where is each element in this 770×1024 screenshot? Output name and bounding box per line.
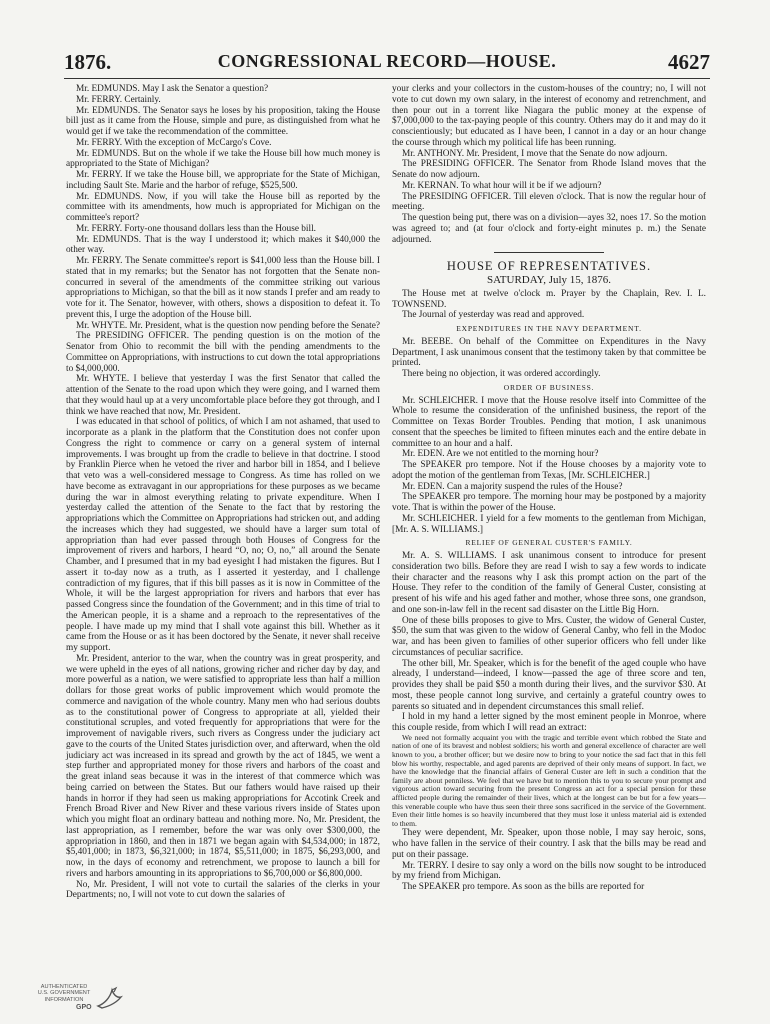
subhead-custer: RELIEF OF GENERAL CUSTER'S FAMILY. [465, 538, 633, 548]
right-column [392, 84, 706, 893]
paragraph: The PRESIDING OFFICER. Till eleven o'clock. That is now the regular hour of meeting. [392, 191, 706, 213]
paragraph: Mr. FERRY. With the exception of McCargo's Cove. [76, 137, 272, 148]
paragraph: Mr. WHYTE. I believe that yesterday I was the first Senator that called the attention of the Senate to the road upon which they were going, and I warned them that they would haul up at a very uncomfortable place before they got through, and I think we have reached that now, Mr. President. [66, 374, 380, 417]
paragraph: Mr. EDMUNDS. But on the whole if we take the House bill how much money is appropriated to the State of Michigan? [66, 148, 380, 170]
paragraph: Mr. EDMUNDS. May I ask the Senator a question? [76, 84, 269, 94]
paragraph: Mr. SCHLEICHER. I move that the House resolve itself into Committee of the Whole to resume the consideration of the unfinished business, the report of the Committee on Texas Border Troubles. Pending that motion, I ask unanimous consent that the speeches be limited to fifteen minutes each and the entire debate in committee to an hour and a half. [392, 395, 706, 449]
paragraph: Mr. FERRY. The Senate committee's report is $41,000 less than the House bill. I stated that in my remarks; but the Senator has not forgotten that the Senate non-concurred in several of the amendments of the committee striking out various appropriations to Michigan, so that the bill as it now stands I prefer and am ready to vote for it. The Senator, however, with others, shows a disposition to defeat it. To prevent this, I urge the adoption of the House bill. [66, 256, 380, 320]
gpo-authentication-logo [36, 984, 131, 1014]
paragraph: The PRESIDING OFFICER. The pending question is on the motion of the Senator from Ohio to recommit the bill with the pending amendments to the Committee on Appropriations, with instructions to cut down the total appropriations to $4,000,000. [66, 331, 380, 374]
paragraph: I hold in my hand a letter signed by the most eminent people in Monroe, where this couple reside, from which I will read an extract: [392, 712, 706, 733]
navy-proceedings [392, 337, 706, 380]
paragraph: The House met at twelve o'clock m. Prayer by the Chaplain, Rev. I. L. TOWNSEND. [392, 288, 706, 310]
paragraph: No, Mr. President, I will not vote to curtail the salaries of the clerks in your Departments; no, I will not vote to cut down the salaries of [66, 879, 380, 901]
paragraph: They were dependent, Mr. Speaker, upon those noble, I may say heroic, sons, who have fallen in the service of their country. I ask that the bills may be read and put on their passage. [392, 828, 706, 860]
subhead-navy: EXPENDITURES IN THE NAVY DEPARTMENT. [456, 324, 642, 333]
paragraph: One of these bills proposes to give to Mrs. Custer, the widow of General Custer, $50, the sum that was given to the widow of General Canby, who fell in the Modoc war, and has been given to families of other superior officers who fell under like circumstances of peculiar sacrifice. [392, 615, 706, 658]
session-date: SATURDAY, July 15, 1876. [486, 274, 612, 286]
paragraph: Mr. KERNAN. To what hour will it be if we adjourn? [402, 180, 602, 191]
logo-agency: GPO [76, 1004, 92, 1011]
paragraph: The question being put, there was on a division—ayes 32, noes 17. So the motion was agreed to; and (at four o'clock and forty-eight minutes p. m.) the Senate adjourned. [392, 213, 706, 245]
paragraph: The SPEAKER pro tempore. The morning hour may be postponed by a majority vote. That is within the power of the House. [392, 492, 706, 513]
eagle-icon [94, 984, 124, 1014]
paragraph: Mr. A. S. WILLIAMS. I ask unanimous consent to introduce for present consideration two bills. Before they are read I wish to say a few words to indicate their character and the reasons why I ask this prompt action on the part of the House. They refer to the condition of the family of General Custer, consisting at present of his wife and his aged father and mother, whose three sons, one grandson, and one son-in-law fell in the recent sad disaster on the Little Big Horn. [392, 551, 706, 615]
paragraph: Mr. FERRY. If we take the House bill, we appropriate for the State of Michigan, including Sault Ste. Marie and the harbor of refuge, $525,500. [66, 170, 380, 191]
closing-proceedings [392, 828, 706, 893]
header-year: 1876. [64, 50, 112, 74]
paragraph: Mr. FERRY. Certainly. [76, 94, 161, 105]
section-divider [494, 252, 604, 253]
paragraph: Mr. WHYTE. Mr. President, what is the question now pending before the Senate? [76, 320, 380, 331]
header-rule [64, 78, 710, 79]
header-title: CONGRESSIONAL RECORD—HOUSE. [217, 51, 557, 71]
paragraph: The other bill, Mr. Speaker, which is for the benefit of the aged couple who have already, I understand—indeed, I know—passed the age of three score and ten, provides they shall be paid $50 a month during their lives, and the survivor $30. At most, these people cannot long survive, and certainly a grateful country owes to parents so situated and in dependent circumstances this small relief. [392, 658, 706, 712]
paragraph: Mr. FERRY. Forty-one thousand dollars less than the House bill. [76, 223, 316, 234]
left-column [66, 84, 380, 901]
paragraph: The PRESIDING OFFICER. The Senator from Rhode Island moves that the Senate do now adjourn. [392, 159, 706, 180]
paragraph: Mr. SCHLEICHER. I yield for a few moments to the gentleman from Michigan, [Mr. A. S. WILLIAMS.] [392, 513, 706, 535]
opening-proceedings [392, 289, 706, 321]
paragraph: Mr. EDMUNDS. The Senator says he loses by his proposition, taking the House bill just as it came from the House, simple and pure, as distinguished from what he would get if we take the recommendation of the committee. [66, 105, 380, 137]
subhead-order: ORDER OF BUSINESS. [503, 382, 595, 392]
order-proceedings [392, 396, 706, 536]
paragraph: Mr. BEEBE. On behalf of the Committee on Expenditures in the Navy Department, I ask unanimous consent that the testimony taken by that committee be printed. [392, 336, 706, 369]
paragraph: Mr. EDMUNDS. Now, if you will take the House bill as reported by the committee with its amendments, how much is appropriated for Michigan on the committee's report? [66, 191, 380, 223]
paragraph: your clerks and your collectors in the custom-houses of the country; no, I will not vote to cut down my own salary, in the interest of economy and retrenchment, and then pour out in a torrent like Niagara the public money at the expense of $7,000,000 to the tax-paying people of this country. Others may do it and may do it conscientiously; but educated as I have been, I cannot in a day or an hour change the course through which my political life has been running. [392, 84, 706, 148]
paragraph: There being no objection, it was ordered accordingly. [402, 369, 601, 379]
paragraph: Mr. EDEN. Are we not entitled to the morning hour? [402, 449, 599, 460]
paragraph: I was educated in that school of politics, of which I am not ashamed, that used to incorporate as a plank in the platform that the Constitution does not confer upon Congress the right to commence or carry on a general system of internal improvements. I was brought up from the cradle to believe in that doctrine. I stood by Franklin Pierce when he vetoed the river and harbor bill in 1854, and I believe that veto was a well-considered message to Congress. As time has rolled on we have become as extravagant in our appropriations for these purposes as we became during the war in almost everything relating to private expenditure. When I yesterday called the attention of the Senate to the fact that by restoring the appropriations which the Committee on Appropriations had stricken out, and adding the increases which they had suggested, we should have a larger sum total of appropriation than had ever passed through both Houses of Congress for the improvement of rivers and harbors, I heard “O, no; O, no,” all around the Senate Chamber, and I presumed that in my bad eyesight I had mistaken the figures. But I assert it to-day now as a truth, as I asserted it yesterday, and I challenge contradiction of my figures, that if this bill passes as it is now in Committee of the Whole, it will be the largest appropriation for rivers and harbors that ever has passed Congress since the foundation of the Government; and in this time of trial to the American people, it is a shame and a reproach to the representatives of the people. I have made up my mind that I shall vote against this bill. Whether as it came from the House or as it has been doctored by the Senate, it never shall receive my support. [66, 417, 380, 653]
paragraph: Mr. EDEN. Can a majority suspend the rules of the House? [402, 481, 623, 492]
logo-line: U.S. GOVERNMENT [37, 990, 91, 997]
logo-line: INFORMATION [44, 996, 84, 1003]
letter-extract: We need not formally acquaint you with the tragic and terrible event which robbed the State and nation of one of its bravest and noblest soldiers; his worth and general excellence of character are well known to you, a brother officer; but we desire now to bring to your notice the sad fact that in this fell blow his worthy, respectable, and aged parents are deprived of their only means of support. In fact, we have the knowledge that the financial affairs of General Custer are left in such a condition that the family are about penniless. We feel that we have but to mention this to you to secure your prompt and vigorous action toward securing from the present Congress an act for a special pension for these afflicted people during the remainder of their lives, which at the longest can be but for a few years—this venerable couple who have thus seen their three sons sacrificed in the service of the Government. Even their little homes is so heavily incumbered that they must lose it unless material aid is extended to them. [392, 732, 706, 828]
paragraph: The Journal of yesterday was read and approved. [402, 310, 585, 321]
page-header [64, 50, 710, 72]
paragraph: The SPEAKER pro tempore. Not if the House chooses by a majority vote to adopt the motion of the gentleman from Texas, [Mr. SCHLEICHER.] [392, 460, 706, 481]
paragraph: Mr. President, anterior to the war, when the country was in great prosperity, and we were upheld in the eyes of all nations, growing richer and richer day by day, and more powerful as a nation, we were satisfied to appropriate less than half a million dollars for those great works of public improvement which would promote the commerce and navigation of the whole country. Many men who had serious doubts as to the constitutional power of Congress to appropriate at all, yielded their constitutional scruples, and voted frequently for appropriations that were for the improvement of navigable rivers, such rivers as Congress under the judiciary act gave to the courts of the United States jurisdiction over, and afterward, when the old judiciary act was increased in its spread and growth by the act of 1845, we went a step further and appropriated money for those rivers and harbors of the coast and the great inland seas because it was in the interest of that commerce which was being carried on between the States. But our fathers would have raised up their hands in horror if they had seen us making appropriations for Accotink Creek and French Broad River and New River and these various rivers inside of States upon which you might float an ordinary batteau and nothing more. No, Mr. President, the last appropriation, as I remember, before the war was only over $300,000, the appropriation in 1860, and then in 1871 we began again with $4,534,000; in 1872, $5,401,000; in 1873, $6,321,000; in 1874, $5,511,000; in 1875, $6,293,000, and now, in the days of economy and retrenchment, we propose to launch a bill for rivers and harbors amounting in its appropriations to $6,700,000 or $6,800,000. [66, 653, 380, 879]
logo-line: AUTHENTICATED [40, 984, 88, 990]
paragraph: The SPEAKER pro tempore. As soon as the bills are reported for [402, 882, 645, 893]
logo-text [36, 984, 92, 1003]
paragraph: Mr. EDMUNDS. That is the way I understood it; which makes it $40,000 the other way. [66, 234, 380, 256]
senate-proceedings [392, 84, 706, 245]
section-title: HOUSE OF REPRESENTATIVES. [446, 259, 652, 274]
paragraph: Mr. ANTHONY. Mr. President, I move that the Senate do now adjourn. [402, 148, 668, 159]
header-page-number: 4627 [668, 50, 710, 74]
custer-proceedings [392, 551, 706, 734]
paragraph: Mr. TERRY. I desire to say only a word on the bills now sought to be introduced by my friend from Michigan. [392, 860, 706, 882]
